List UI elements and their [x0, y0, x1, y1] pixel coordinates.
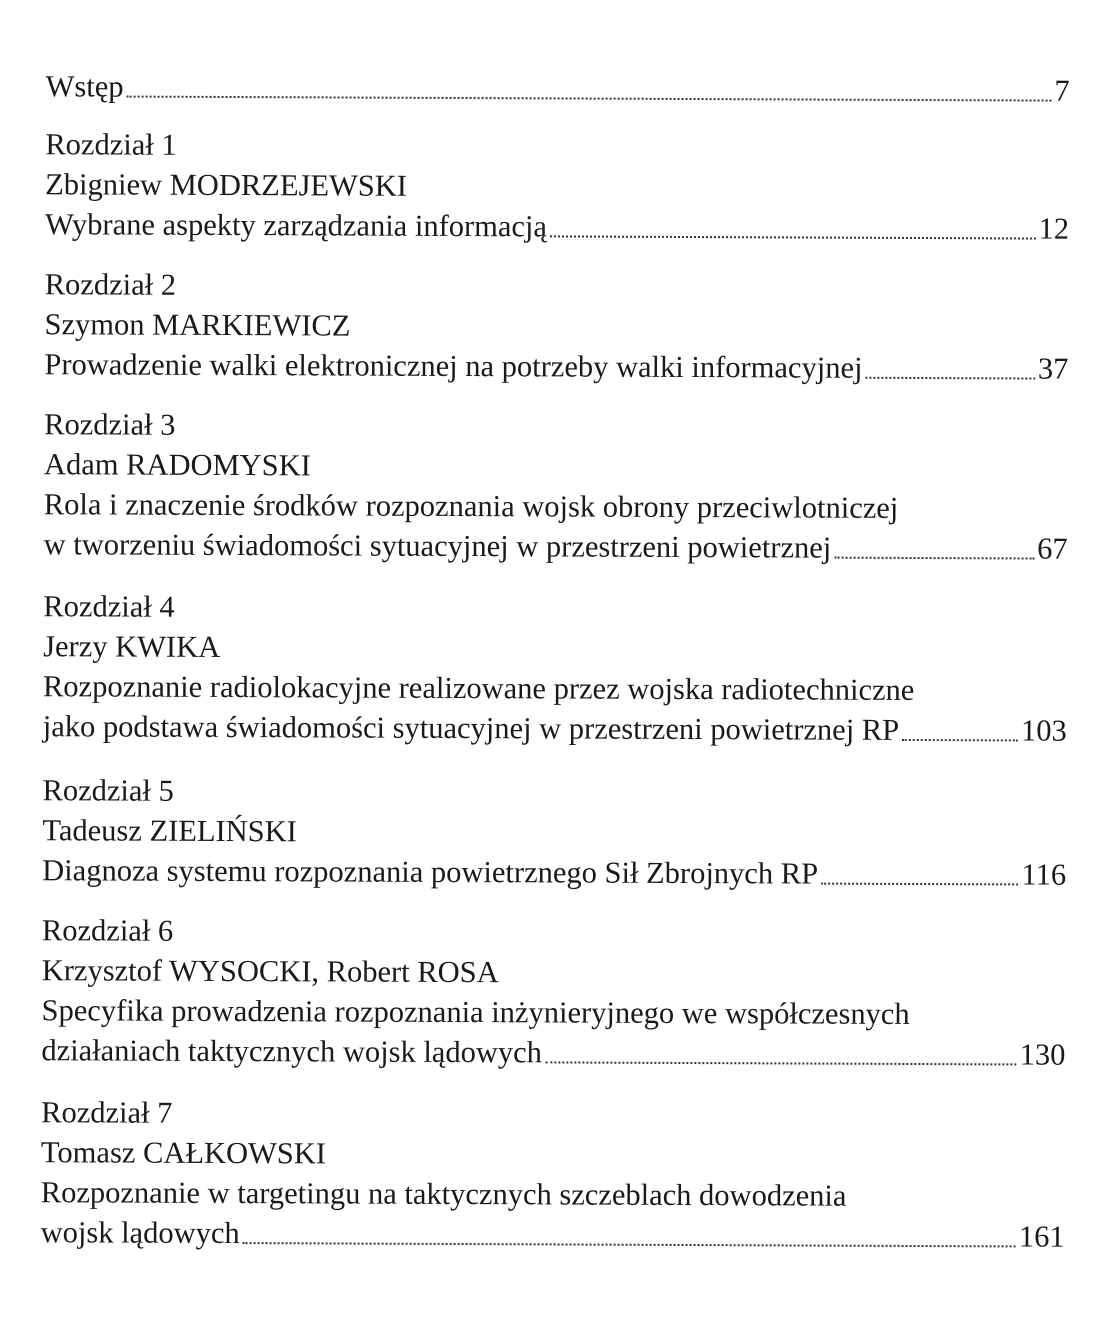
- chapter-title-text: Rozpoznanie w targetingu na taktycznych szczeblach dowodzenia: [40, 1175, 847, 1213]
- chapter-title: [42, 990, 1066, 1034]
- chapter-title-text: Rozpoznanie radiolokacyjne realizowane przez wojska radiotechniczne: [42, 669, 915, 707]
- chapter-title: [43, 666, 1067, 710]
- chapter-authors: [45, 164, 1069, 208]
- chapter-authors-text: Jerzy KWIKA: [43, 629, 221, 664]
- intro-entry-text: Wstęp: [45, 69, 124, 104]
- chapter-label: [43, 586, 1067, 630]
- chapter-authors-text: Tomasz CAŁKOWSKI: [40, 1135, 327, 1171]
- chapter-title-text: w tworzeniu świadomości sytuacyjnej w przestrzeni powietrznej: [43, 527, 832, 565]
- chapter-title: [44, 344, 1068, 388]
- chapter-authors-text: Tadeusz ZIELIŃSKI: [42, 813, 297, 849]
- page-number: 37: [1037, 351, 1069, 386]
- chapter-label-text: Rozdział 2: [44, 267, 177, 302]
- chapter-title: [42, 850, 1066, 894]
- chapter-label: [45, 124, 1069, 168]
- chapter-authors: [44, 444, 1068, 488]
- chapter-title-text: wojsk lądowych: [40, 1215, 240, 1251]
- chapter-label-text: Rozdział 4: [43, 589, 175, 624]
- page-number: 12: [1038, 211, 1070, 246]
- chapter-title-text: Specyfika prowadzenia rozpoznania inżynieryjnego we współczesnych: [41, 993, 910, 1031]
- chapter-label: [42, 770, 1066, 814]
- chapter-authors: [43, 626, 1067, 670]
- chapter-authors-text: Szymon MARKIEWICZ: [44, 307, 351, 343]
- page-number: 7: [1054, 73, 1070, 108]
- chapter-authors: [42, 810, 1066, 854]
- chapter-label-text: Rozdział 7: [41, 1095, 173, 1130]
- chapter-label-text: Rozdział 6: [41, 913, 174, 948]
- dot-leader: [834, 528, 1034, 569]
- page-number: 130: [1019, 1037, 1066, 1072]
- dot-leader: [902, 710, 1018, 751]
- chapter-label: [45, 264, 1069, 308]
- chapter-title: [41, 1030, 1065, 1074]
- chapter-title-text: działaniach taktycznych wojsk lądowych: [41, 1033, 543, 1070]
- dot-leader: [865, 348, 1035, 389]
- chapter-label: [42, 910, 1066, 954]
- chapter-title: [43, 706, 1067, 750]
- chapter-title-text: Diagnoza systemu rozpoznania powietrznego Sił Zbrojnych RP: [42, 853, 819, 891]
- dot-leader: [821, 854, 1019, 895]
- chapter-title-text: Rola i znaczenie środków rozpoznania wojsk obrony przeciwlotniczej: [43, 487, 899, 525]
- chapter-title: [44, 484, 1068, 528]
- chapter-authors-text: Krzysztof WYSOCKI, Robert ROSA: [41, 953, 499, 990]
- chapter-title: [44, 524, 1068, 568]
- chapter-title-text: Prowadzenie walki elektronicznej na potrzeby walki informacyjnej: [44, 347, 863, 385]
- chapter-title: [45, 204, 1069, 248]
- page-number: 67: [1037, 531, 1068, 566]
- chapter-authors-text: Zbigniew MODRZEJEWSKI: [45, 167, 408, 203]
- dot-leader: [126, 67, 1051, 111]
- dot-leader: [545, 1032, 1017, 1074]
- chapter-title-text: jako podstawa świadomości sytuacyjnej w przestrzeni powietrznej RP: [42, 709, 900, 747]
- dot-leader: [243, 1213, 1016, 1256]
- chapter-label-text: Rozdział 5: [42, 773, 174, 808]
- intro-entry: [46, 66, 1070, 110]
- chapter-label: [44, 404, 1068, 448]
- page-number: 161: [1018, 1219, 1065, 1254]
- chapter-label-text: Rozdział 1: [45, 127, 177, 162]
- page-number: 116: [1021, 857, 1067, 892]
- page-number: 103: [1020, 713, 1067, 748]
- dot-leader: [550, 206, 1036, 248]
- chapter-authors: [42, 950, 1066, 994]
- chapter-authors: [41, 1132, 1065, 1176]
- chapter-title: [41, 1172, 1065, 1216]
- chapter-authors-text: Adam RADOMYSKI: [43, 447, 311, 483]
- chapter-title: [41, 1212, 1065, 1256]
- chapter-authors: [44, 304, 1068, 348]
- chapter-title-text: Wybrane aspekty zarządzania informacją: [44, 207, 548, 244]
- chapter-label: [41, 1092, 1065, 1136]
- chapter-label-text: Rozdział 3: [44, 407, 176, 442]
